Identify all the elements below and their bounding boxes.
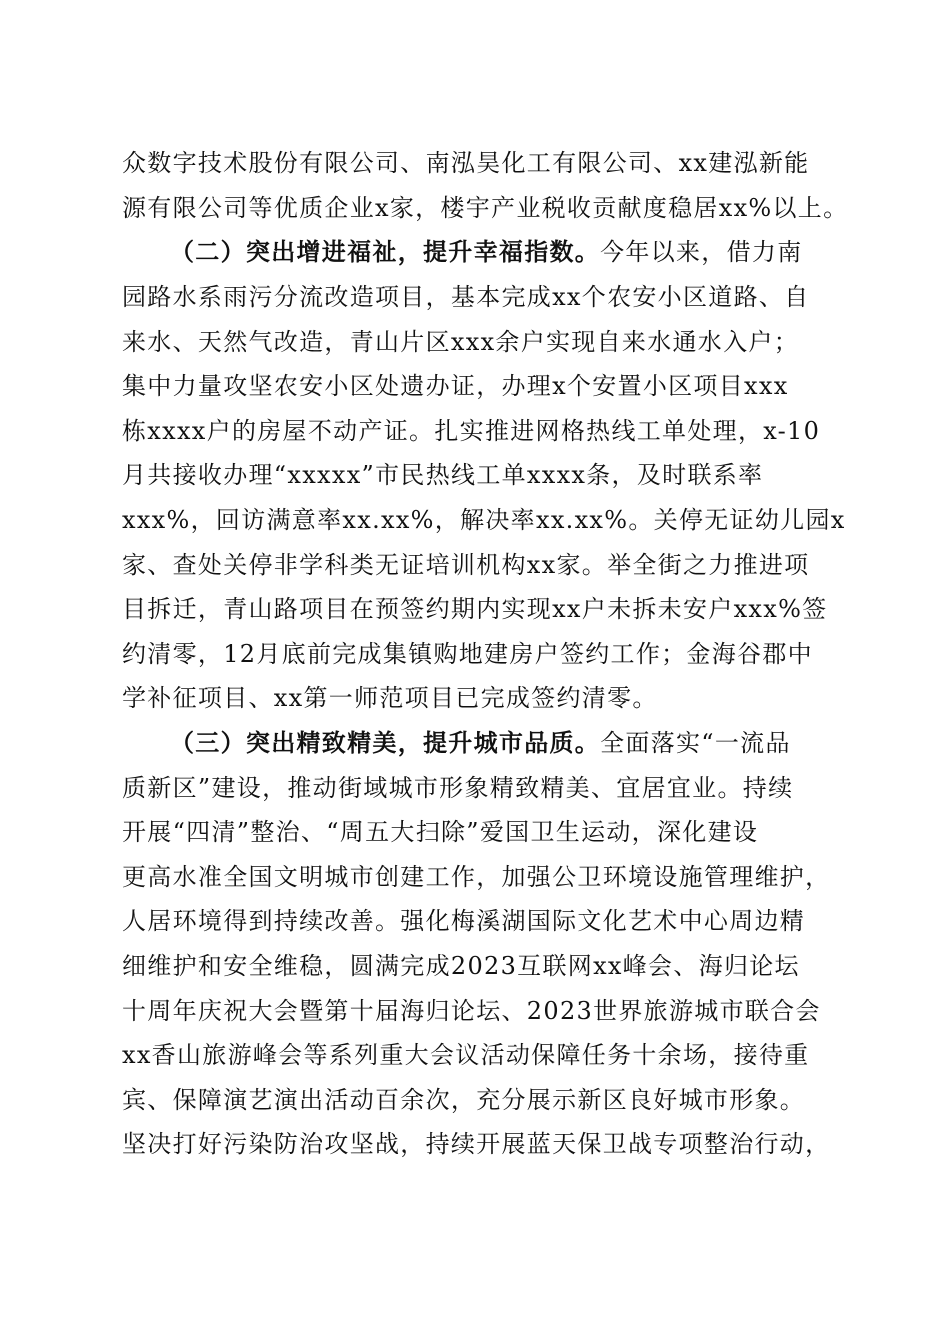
- text-line: 更高水准全国文明城市创建工作，加强公卫环境设施管理维护，: [122, 863, 831, 891]
- text-line: 源有限公司等优质企业x家，楼宇产业税收贡献度稳居xx%以上。: [122, 194, 849, 222]
- text-line: 园路水系雨污分流改造项目，基本完成xx个农安小区道路、自: [122, 283, 810, 311]
- text-line: 来水、天然气改造，青山片区xxx余户实现自来水通水入户；: [122, 328, 800, 356]
- text-span: 今年以来，借力南: [600, 238, 803, 266]
- text-line: 开展“四清”整治、“周五大扫除”爱国卫生运动，深化建设: [122, 818, 759, 846]
- text-line: 集中力量攻坚农安小区处遗办证，办理x个安置小区项目xxx: [122, 372, 789, 400]
- text-line: 家、查处关停非学科类无证培训机构xx家。举全街之力推进项: [122, 551, 810, 579]
- text-line: 月共接收办理“xxxxx”市民热线工单xxxx条，及时联系率: [122, 461, 764, 489]
- text-line: 学补征项目、xx第一师范项目已完成签约清零。: [122, 684, 658, 712]
- text-span: 全面落实“一流品: [600, 729, 791, 757]
- text-line: 坚决打好污染防治攻坚战，持续开展蓝天保卫战专项整治行动，: [122, 1130, 831, 1158]
- text-line: 栋xxxx户的房屋不动产证。扎实推进网格热线工单处理，x-10: [122, 417, 821, 445]
- text-line: 约清零，12月底前完成集镇购地建房户签约工作；金海谷郡中: [122, 640, 813, 668]
- text-line: 目拆迁，青山路项目在预签约期内实现xx户未拆未安户xxx%签: [122, 595, 828, 623]
- text-line: 质新区”建设，推动街域城市形象精致精美、宜居宜业。持续: [122, 774, 794, 802]
- text-line: 十周年庆祝大会暨第十届海归论坛、2023世界旅游城市联合会: [122, 997, 821, 1025]
- text-line: 宾、保障演艺演出活动百余次，充分展示新区良好城市形象。: [122, 1086, 806, 1114]
- paragraph-3-first-line: [170, 728, 834, 758]
- paragraph-2-first-line: [170, 237, 834, 267]
- section-heading-2: （二）突出增进福祉，提升幸福指数。: [170, 237, 601, 266]
- text-line: xx香山旅游峰会等系列重大会议活动保障任务十余场，接待重: [122, 1041, 810, 1069]
- text-line: 众数字技术股份有限公司、南泓昊化工有限公司、xx建泓新能: [122, 149, 810, 177]
- section-heading-3: （三）突出精致精美，提升城市品质。: [170, 728, 601, 757]
- text-line: xxx%，回访满意率xx.xx%，解决率xx.xx%。关停无证幼儿园x: [122, 506, 846, 534]
- text-line: 人居环境得到持续改善。强化梅溪湖国际文化艺术中心周边精: [122, 907, 806, 935]
- text-line: 细维护和安全维稳，圆满完成2023互联网xx峰会、海归论坛: [122, 952, 800, 980]
